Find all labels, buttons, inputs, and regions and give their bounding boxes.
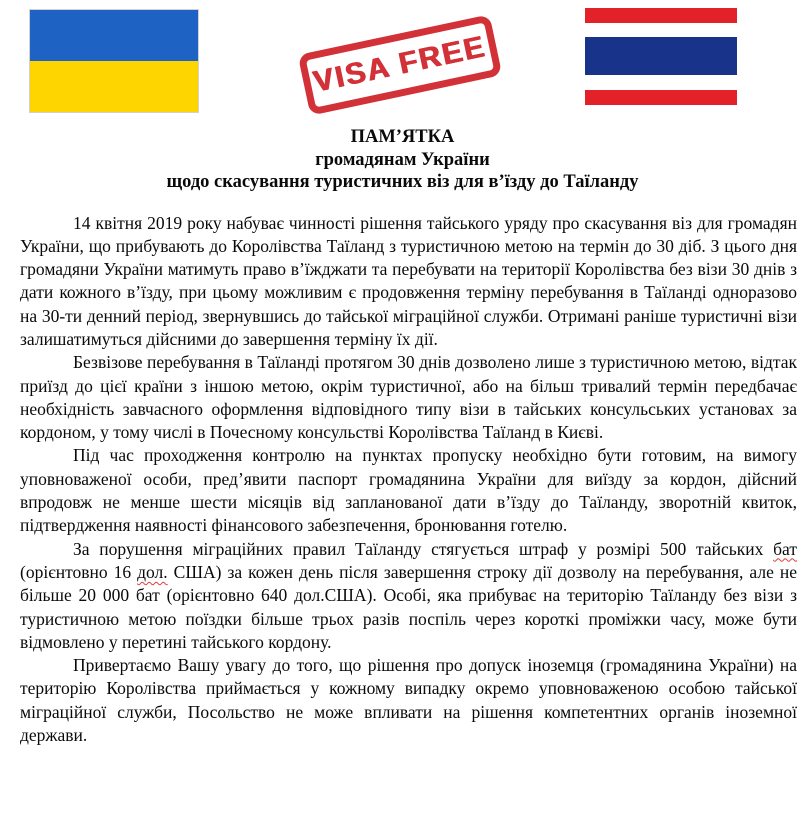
paragraph xyxy=(20,212,797,352)
thailand-flag-white-stripe-top xyxy=(585,23,737,37)
paragraph-text: 14 квітня 2019 року набуває чинності рішення тайського уряду про скасування віз для громадян України, що прибувають до Королівства Таїланд з туристичною метою на термін до 30 діб. З цього дня громадяни України матимуть право в’їжджати та перебувати на території Королівства без візи 30 днів з дати кожного в’їзду, при цьому можливим є продовження терміну перебування в Таїланді одноразово на 30-ти денний період, звернувшись до тайської міграційної служби. Отримані раніше туристичні візи залишатимуться дійсними до завершення терміну їх дії. xyxy=(20,212,797,349)
thailand-flag-blue-stripe xyxy=(585,37,737,75)
paragraph xyxy=(20,444,797,537)
paragraph-text: США) за кожен день після завершення строку дії дозволу на перебування, але не більше 20 000 бат (орієнтовно 640 дол.США). Особі, яка прибуває на територію Таїланду без візи з туристичною метою поїздки більше трьох разів поспіль через короткі проміжки часу, може бути відмовлено у перетині тайського кордону. xyxy=(20,561,797,652)
ukraine-flag xyxy=(30,10,198,112)
misspelled-word: дол. xyxy=(137,561,168,582)
ukraine-flag-blue-stripe xyxy=(30,10,198,61)
thailand-flag xyxy=(585,8,737,105)
visa-free-stamp-text: VISA FREE xyxy=(310,30,490,99)
title-line-3: щодо скасування туристичних віз для в’їзду до Таїланду xyxy=(166,172,639,192)
thailand-flag-red-stripe-bottom xyxy=(585,90,737,105)
title-line-2: громадянам України xyxy=(315,149,490,170)
thailand-flag-red-stripe-top xyxy=(585,8,737,23)
document-title xyxy=(0,126,805,194)
paragraph xyxy=(20,351,797,444)
paragraph-text: Під час проходження контролю на пунктах пропуску необхідно бути готовим, на вимогу уповноваженої особи, пред’явити паспорт громадянина України для виїзду за кордон, дійсний впродовж не менше шести місяців від запланованої дати в’їзду до Таїланду, зворотній квиток, підтвердження наявності фінансового забезпечення, бронювання готелю. xyxy=(20,445,797,536)
visa-free-stamp xyxy=(298,14,503,115)
paragraph-text: Безвізове перебування в Таїланді протягом 30 днів дозволено лише з туристичною метою, відтак приїзд до цієї країни з іншою метою, окрім туристичної, або на більш тривалий термін передбачає необхідність завчасного оформлення відповідного типу візи в тайських консульських установах за кордоном, у тому числі в Почесному консульстві Королівства Таїланд в Києві. xyxy=(20,352,797,443)
misspelled-word: бат xyxy=(773,538,797,559)
title-line-1: ПАМ’ЯТКА xyxy=(350,127,455,147)
paragraph xyxy=(20,654,797,747)
paragraph-text: За порушення міграційних правил Таїланду стягується штраф у розмірі 500 тайських xyxy=(73,538,774,559)
ukraine-flag-yellow-stripe xyxy=(30,61,198,112)
document-body xyxy=(20,212,797,748)
paragraph xyxy=(20,538,797,654)
thailand-flag-white-stripe-bottom xyxy=(585,75,737,90)
paragraph-text: (орієнтовно 16 xyxy=(20,561,138,582)
document-header xyxy=(0,0,805,118)
paragraph-text: Привертаємо Вашу увагу до того, що рішення про допуск іноземця (громадянина України) на територію Королівства приймається у кожному випадку окремо уповноваженою особою тайської міграційної служби, Посольство не може впливати на рішення компетентних органів іноземної держави. xyxy=(20,655,797,746)
